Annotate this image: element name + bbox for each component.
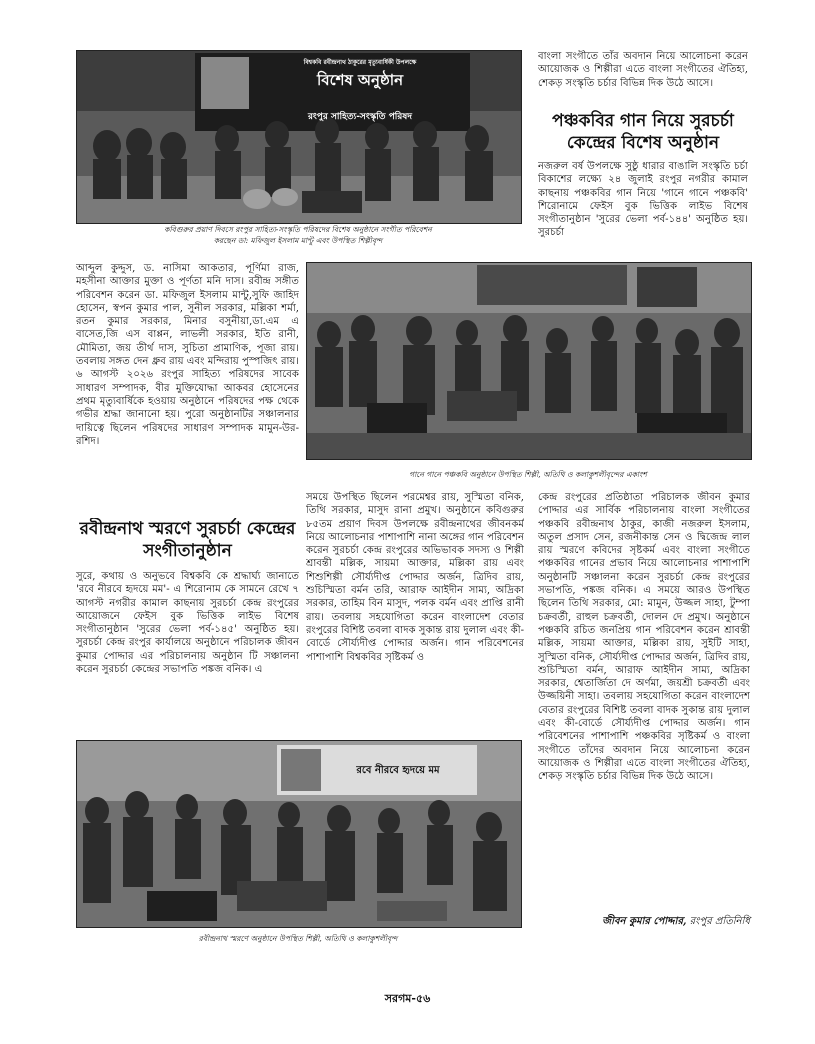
middle-column-text: সময়ে উপস্থিত ছিলেন পরমেশ্বর রায়, সুস্মিতা বনিক, তিথি সরকার, মাসুদ রানা প্রমুখ। অনুষ্ঠানে কবিগুরুর ৮৫তম প্রয়াণ দিবস উপলক্ষে রবীন্দ্রনাথের জীবনকর্ম নিয়ে আলোচনার পাশাপাশি নানা অঙ্গের গান পরিবেশন করেন সুরচর্চা কেন্দ্র রংপুরের অভিভাবক সদস্য ও শিল্পী শ্রাবন্তী মল্লিক, সায়মা আক্তার, মল্লিকা রায় এবং শিশুশিল্পী সৌর্য্যদীপ্ত পোদ্দার অর্জন, ত্রিদিব রায়, শুচিস্মিতা বর্মন তরি, আরাফ আইদীন সাম্য, অদ্রিকা সরকার, তাহিম বিন মাসুদ, পলক বর্মন এবং প্রাপ্তি রানী রায়। তবলায় সহযোগিতা করেন বাংলাদেশ বেতার রংপুরের বিশিষ্ট তবলা বাদক সুকান্ত রায় দুলাল এবং কী-বোর্ডে সৌর্য্যদীপ্ত পোদ্দার অর্জন। গান পরিবেশনের পাশাপাশি বিশ্বকবির সৃষ্টিকর্ম ও — [306, 492, 524, 663]
photo-rangpur-sahitya-event — [76, 50, 522, 224]
page-number: সরগম-৫৬ — [384, 992, 431, 1005]
middle-photo-caption: গানে গানে পঞ্চকবি অনুষ্ঠানে উপস্থিত শিল্পী, অতিথি ও কলাকুশলীবৃন্দের একাংশ — [409, 470, 647, 479]
left-column-continuation: আব্দুল কুদ্দুস, ড. নাসিমা আকতার, পূর্ণিমা রাজ, মহসীনা আক্তার মুক্তা ও পূর্ণতা মনি দাস। রবীন্দ্র সঙ্গীত পরিবেশন করেন ডা. মফিজুল ইসলাম মান্টু,সুফি জাহিদ হোসেন, স্বপন কুমার পাল, সুনীল সরকার, মল্লিকা শর্মা, রতন কুমার সরকার, মিনার বসুনীয়া,ডা.এম এ বাসেত,জি এস বাপ্পন, লাভলী সরকার, ইতি রানী, মৌমিতা, জয় তীর্থ দাস, সুচিতা প্রামাণিক, পূজা রায়। তবলায় সঙ্গত দেন ধ্রুব রায় এবং মন্দিরায় পুস্পজিৎ রায়। ৬ আগস্ট ২০২৬ রংপুর সাহিত্য পরিষদের সাবেক সাধারণ সম্পাদক, বীর মুক্তিযোদ্ধা আকবর হোসেনের প্রথম মৃত্যুবার্ষিকে হওয়ায় অনুষ্ঠানে পরিষদের পক্ষ থেকে গভীর শ্রদ্ধা জানানো হয়। পুরো অনুষ্ঠানটির সঞ্চালনার দায়িত্বে ছিলেন পরিষদের সাধারণ সম্পাদক মামুন-উর-রশিদ। — [76, 263, 299, 447]
headline-panchakabi: পঞ্চকবির গান নিয়ে সুরচর্চা কেন্দ্রের বিশেষ অনুষ্ঠান — [552, 111, 734, 153]
byline — [538, 914, 750, 931]
banner-title: বিশেষ অনুষ্ঠান — [316, 71, 404, 89]
article-panchakabi-body: নজরুল বর্ষ উপলক্ষে সুষ্ঠু ধারার বাঙালি সংস্কৃতি চর্চা বিকাশের লক্ষ্যে ২৪ জুলাই রংপুর নগরীর কামাল কাছনায় পঞ্চকবির গান নিয়ে 'গানে গানে পঞ্চকবি' শিরোনামে ফেইস বুক ভিত্তিক লাইভ বিশেষ সংগীতানুষ্ঠান 'সুরের ভেলা পর্ব-১৪৪' অনুষ্ঠিত হয়। সুরচর্চা — [538, 161, 748, 239]
banner-small-text: বিশ্বকবি রবীন্দ্রনাথ ঠাকুরের মৃত্যুবার্ষিকী উপলক্ষে — [303, 59, 417, 66]
bottom-photo-caption: রবীন্দ্রনাথ স্মরণে অনুষ্ঠানে উপস্থিত শিল্পী, অতিথি ও কলাকুশলীবৃন্দ — [198, 934, 398, 943]
article-rabindra-body: সুরে, কথায় ও অনুভবে বিশ্বকবি কে শ্রদ্ধার্ঘ্য জানাতে 'রবে নীরবে হৃদয়ে মম'- এ শিরোনাম কে সামনে রেখে ৭ আগস্ট নগরীর কামাল কাছনায় সুরচর্চা কেন্দ্র রংপুরের আয়োজনে ফেইস বুক ভিত্তিক লাইভ বিশেষ সংগীতানুষ্ঠান 'সুরের ভেলা পর্ব-১৪৫' অনুষ্ঠিত হয়। সুরচর্চা কেন্দ্র রংপুর কার্যালয়ে অনুষ্ঠানে পরিচালক জীবন কুমার পোদ্দার এর পরিচালনায় অনুষ্ঠান টি সঞ্চালনা করেন সুরচর্চা কেন্দ্রের সভাপতি পঙ্কজ বনিক। এ — [76, 571, 299, 676]
top-right-continuation: বাংলা সংগীতে তাঁর অবদান নিয়ে আলোচনা করেন আয়োজক ও শিল্পীরা এতে বাংলা সংগীতের ঐতিহ্য, শেকড় সংস্কৃতি চর্চার বিভিন্ন দিক উঠে আসে। — [538, 51, 748, 89]
photo-rabindra-smarane — [76, 740, 522, 928]
right-column-text: কেন্দ্র রংপুরের প্রতিষ্ঠাতা পরিচালক জীবন কুমার পোদ্দার এর সার্বিক পরিচালনায় বাংলা সংগীতের পঞ্চকবি রবীন্দ্রনাথ ঠাকুর, কাজী নজরুল ইসলাম, অতুল প্রসাদ সেন, রজনীকান্ত সেন ও দ্বিজেন্দ্র লাল রায় স্মরণে কবিদের সৃষ্টকর্ম এবং বাংলা সংগীতে পঞ্চকবির গানের প্রভাব নিয়ে আলোচনার পাশাপাশি অনুষ্ঠানটি সঞ্চালনা করেন সুরচর্চা কেন্দ্র রংপুরের সভাপতি, পঙ্কজ বনিক। এ সময়ে আরও উপস্থিত ছিলেন তিথি সরকার, মো: মামুন, উজ্জল সাহা, টুম্পা চক্রবর্তী, রাহুল চক্রবর্তী, দোলন দে প্রমুখ। অনুষ্ঠানে পঞ্চকবি রচিত জনপ্রিয় গান পরিবেশন করেন শ্রাবন্তী মল্লিক, সায়মা আক্তার, মল্লিকা রায়, সুইটি সাহা, সুস্মিতা বনিক, সৌর্য্যদীপ্ত পোদ্দার অর্জন, ত্রিদিব রায়, শুচিস্মিতা বর্মন, আরাফ আইদীন সাম্য, অদ্রিকা সরকার, শ্বেতার্জিতা দে অর্ণমা, জয়শ্রী চক্রবর্তী এবং উজ্জয়িনী সাহা। তবলায় সহযোগিতা করেন বাংলাদেশ বেতার রংপুরের বিশিষ্ট তবলা বাদক সুকান্ত রায় দুলাল এবং কী-বোর্ডে সৌর্য্যদীপ্ত পোদ্দার অর্জন। গান পরিবেশনের পাশাপাশি পঞ্চকবির সৃষ্টিকর্ম ও বাংলা সংগীতে তাঁদের অবদান নিয়ে আলোচনা করেন আয়োজক ও শিল্পীরা এতে বাংলা সংগীতের ঐতিহ্য, শেকড় সংস্কৃতি চর্চার বিভিন্ন দিক উঠে আসে। — [538, 492, 750, 783]
headline-rabindra-smarane: রবীন্দ্রনাথ স্মরণে সুরচর্চা কেন্দ্রের সংগীতানুষ্ঠান — [79, 519, 296, 561]
top-photo-caption-line2: করছেন ডা: মফিজুল ইসলাম মান্টু এবং উপস্থিত শিল্পীবৃন্দ — [213, 236, 383, 245]
byline-place: রংপুর প্রতিনিধি — [686, 916, 750, 927]
bottom-banner-title: রবে নীরবে হৃদয়ে মম — [356, 765, 440, 776]
banner-subtitle: রংপুর সাহিত্য-সংস্কৃতি পরিষদ — [307, 112, 413, 122]
photo-gane-gane-panchakabi — [306, 262, 752, 460]
top-photo-caption-line1: কবিগুরুর প্রয়াণ দিবসে রংপুর সাহিত্য-সংস্কৃতি পরিষদের বিশেষ অনুষ্ঠানে সংগীত পরিবেশন — [164, 225, 432, 234]
byline-name: জীবন কুমার পোদ্দার, — [602, 916, 687, 927]
